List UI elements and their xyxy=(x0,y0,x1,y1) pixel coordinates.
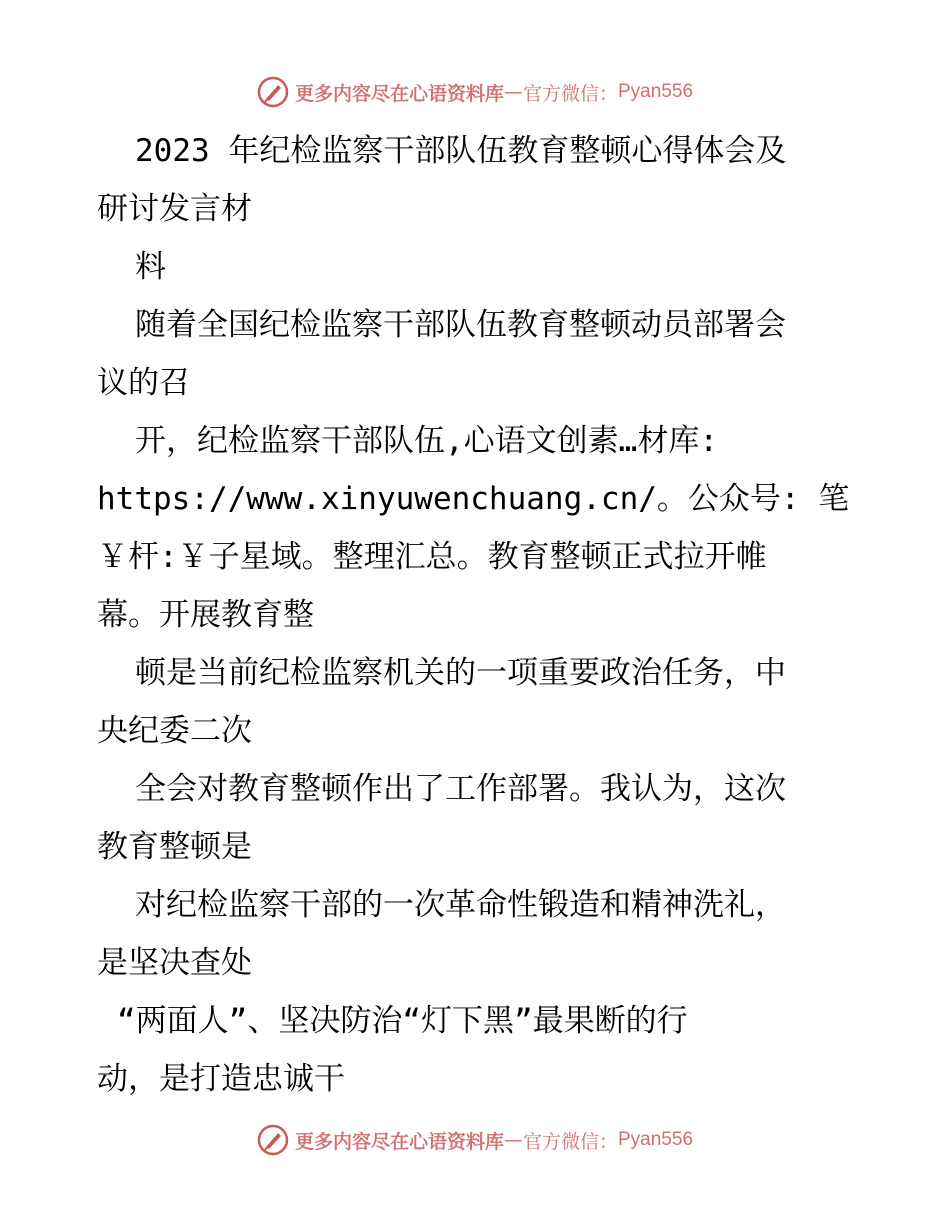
paragraph-line: 央纪委二次 xyxy=(97,713,252,749)
paragraph-line: 顿是当前纪检监察机关的一项重要政治任务，中 xyxy=(135,655,786,691)
watermark-text: 更多内容尽在心语资料库 xyxy=(294,82,504,105)
quill-logo-icon xyxy=(257,1124,289,1156)
paragraph-line: 全会对教育整顿作出了工作部署。我认为，这次 xyxy=(135,771,786,807)
paragraph-line: 随着全国纪检监察干部队伍教育整顿动员部署会 xyxy=(135,307,786,343)
paragraph-line: ￥杆:￥子星域。整理汇总。教育整顿正式拉开帷 xyxy=(97,539,767,575)
watermark-wechat-id: Pyan556 xyxy=(618,81,694,102)
title-line-1: 2023 年纪检监察干部队伍教育整顿心得体会及 xyxy=(135,133,787,169)
footer-watermark xyxy=(0,1120,950,1160)
paragraph-line: 动，是打造忠诚干 xyxy=(97,1061,345,1097)
document-body xyxy=(97,122,867,1108)
watermark-wechat-id: Pyan556 xyxy=(618,1129,694,1150)
paragraph-line: 幕。开展教育整 xyxy=(97,597,314,633)
paragraph-line: 是坚决查处 xyxy=(97,945,252,981)
header-watermark xyxy=(0,72,950,112)
paragraph-line: 开，纪检监察干部队伍,心语文创素…材库: xyxy=(135,423,718,459)
quill-logo-icon xyxy=(257,76,289,108)
watermark-separator: — xyxy=(503,81,523,103)
watermark-text: 更多内容尽在心语资料库 xyxy=(294,1130,504,1153)
paragraph-line: https://www.xinyuwenchuang.cn/。公众号: 笔 xyxy=(97,481,850,517)
watermark-wechat-label: 官方微信： xyxy=(522,82,618,105)
paragraph-line: 对纪检监察干部的一次革命性锻造和精神洗礼， xyxy=(135,887,786,923)
watermark-wechat-label: 官方微信： xyxy=(522,1130,618,1153)
paragraph-line: “两面人”、坚决防治“灯下黑”最果断的行 xyxy=(117,1003,688,1039)
paragraph-line: 教育整顿是 xyxy=(97,829,252,865)
title-line-3: 料 xyxy=(135,249,166,285)
title-line-2: 研讨发言材 xyxy=(97,191,252,227)
paragraph-line: 议的召 xyxy=(97,365,190,401)
watermark-separator: — xyxy=(503,1129,523,1151)
